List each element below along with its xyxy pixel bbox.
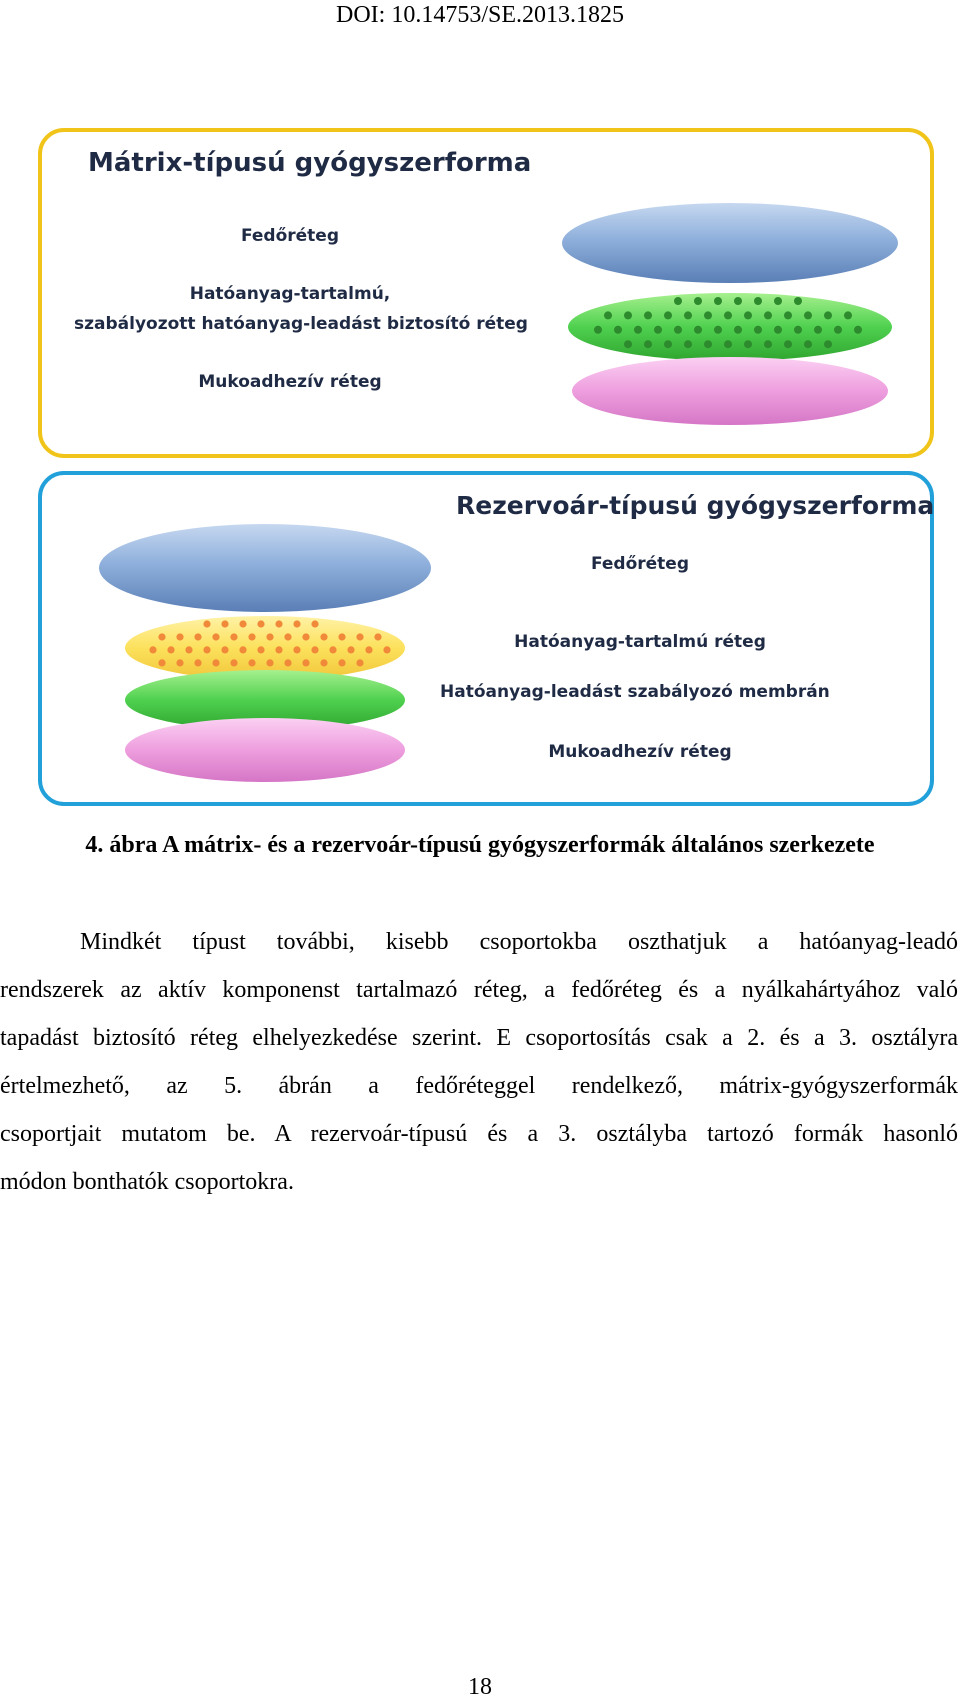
- drug-particle: [774, 326, 782, 334]
- drug-particle: [754, 326, 762, 334]
- drug-particle: [734, 326, 742, 334]
- drug-particle: [644, 340, 652, 348]
- page-number: 18: [468, 1674, 492, 1700]
- drug-particle: [257, 646, 264, 653]
- body-paragraph: [0, 918, 958, 1206]
- doi-header: DOI: 10.14753/SE.2013.1825: [336, 2, 624, 28]
- drug-particle: [383, 646, 390, 653]
- drug-particle: [320, 633, 327, 640]
- drug-particle: [158, 633, 165, 640]
- drug-particle: [804, 311, 812, 319]
- drug-particle: [338, 659, 345, 666]
- drug-particle: [329, 646, 336, 653]
- drug-particle: [714, 326, 722, 334]
- drug-particle: [834, 326, 842, 334]
- reservoir-mucoadhesive-label: Mukoadhezív réteg: [548, 742, 732, 762]
- drug-particle: [302, 633, 309, 640]
- reservoir-cover-layer: [99, 524, 431, 612]
- drug-particle: [844, 311, 852, 319]
- body-line: rendszerek az aktív komponenst tartalmazó réteg, a fedőréteg és a nyálkahártyához való: [0, 977, 958, 1003]
- drug-particle: [239, 620, 246, 627]
- drug-particle: [854, 326, 862, 334]
- drug-particle: [266, 659, 273, 666]
- drug-particle: [275, 620, 282, 627]
- drug-particle: [804, 340, 812, 348]
- matrix-drug-label-line1: Hatóanyag-tartalmú,: [189, 284, 391, 304]
- drug-particle: [674, 297, 682, 305]
- drug-particle: [347, 646, 354, 653]
- drug-particle: [724, 311, 732, 319]
- drug-particle: [604, 311, 612, 319]
- matrix-drug-label-line2: szabályozott hatóanyag-leadást biztosító réteg: [74, 314, 528, 334]
- drug-particle: [794, 297, 802, 305]
- drug-particle: [704, 311, 712, 319]
- drug-particle: [293, 646, 300, 653]
- drug-particle: [644, 311, 652, 319]
- drug-particle: [311, 620, 318, 627]
- body-line: csoportjait mutatom be. A rezervoár-típusú és a 3. osztályba tartozó formák hasonló: [0, 1121, 958, 1147]
- drug-particle: [784, 311, 792, 319]
- reservoir-membrane-label: Hatóanyag-leadást szabályozó membrán: [440, 682, 830, 702]
- drug-particle: [684, 311, 692, 319]
- drug-particle: [374, 633, 381, 640]
- drug-particle: [221, 646, 228, 653]
- drug-particle: [302, 659, 309, 666]
- matrix-layer-stack: [550, 195, 910, 435]
- reservoir-mucoadhesive-layer: [125, 718, 405, 782]
- drug-particle: [814, 326, 822, 334]
- drug-particle: [230, 633, 237, 640]
- drug-particle: [824, 311, 832, 319]
- drug-particle: [624, 311, 632, 319]
- drug-particle: [684, 340, 692, 348]
- drug-particle: [744, 311, 752, 319]
- body-line: módon bonthatók csoportokra.: [0, 1169, 294, 1195]
- body-line: Mindkét típust további, kisebb csoportokba oszthatjuk a hatóanyag-leadó: [80, 929, 958, 955]
- drug-particle: [754, 297, 762, 305]
- drug-particle: [176, 659, 183, 666]
- drug-particle: [714, 297, 722, 305]
- drug-particle: [320, 659, 327, 666]
- drug-particle: [744, 340, 752, 348]
- drug-particle: [284, 659, 291, 666]
- drug-particle: [764, 340, 772, 348]
- drug-particle: [212, 633, 219, 640]
- drug-particle: [356, 659, 363, 666]
- drug-particle: [624, 340, 632, 348]
- drug-particle: [724, 340, 732, 348]
- drug-particle: [248, 659, 255, 666]
- drug-particle: [634, 326, 642, 334]
- drug-particle: [824, 340, 832, 348]
- drug-particle: [257, 620, 264, 627]
- drug-particle: [674, 326, 682, 334]
- reservoir-layer-stack: [90, 520, 440, 790]
- drug-particle: [664, 340, 672, 348]
- drug-particle: [664, 311, 672, 319]
- drug-particle: [167, 646, 174, 653]
- matrix-cover-label: Fedőréteg: [240, 226, 340, 246]
- drug-particle: [176, 633, 183, 640]
- drug-particle: [185, 646, 192, 653]
- figure-caption: 4. ábra A mátrix- és a rezervoár-típusú gyógyszerformák általános szerkezete: [85, 832, 875, 858]
- drug-particle: [356, 633, 363, 640]
- drug-particle: [365, 646, 372, 653]
- matrix-mucoadhesive-label: Mukoadhezív réteg: [198, 372, 382, 392]
- matrix-panel-title: Mátrix-típusú gyógyszerforma: [88, 148, 532, 178]
- matrix-mucoadhesive-layer: [572, 357, 888, 425]
- drug-particle: [212, 659, 219, 666]
- drug-particle: [774, 297, 782, 305]
- reservoir-cover-label: Fedőréteg: [590, 554, 690, 574]
- drug-particle: [149, 646, 156, 653]
- drug-particle: [594, 326, 602, 334]
- matrix-cover-layer: [562, 203, 898, 283]
- drug-particle: [734, 297, 742, 305]
- drug-particle: [764, 311, 772, 319]
- drug-particle: [239, 646, 246, 653]
- drug-particle: [794, 326, 802, 334]
- reservoir-panel-title: Rezervoár-típusú gyógyszerforma: [456, 491, 935, 520]
- drug-particle: [230, 659, 237, 666]
- drug-particle: [158, 659, 165, 666]
- drug-particle: [654, 326, 662, 334]
- drug-particle: [338, 633, 345, 640]
- drug-particle: [203, 646, 210, 653]
- body-line: értelmezhető, az 5. ábrán a fedőréteggel rendelkező, mátrix-gyógyszerformák: [0, 1073, 958, 1099]
- drug-particle: [275, 646, 282, 653]
- drug-particle: [248, 633, 255, 640]
- drug-particle: [694, 326, 702, 334]
- drug-particle: [311, 646, 318, 653]
- body-line: tapadást biztosító réteg elhelyezkedése szerint. E csoportosítás csak a 2. és a 3. osztályra: [0, 1025, 958, 1051]
- drug-particle: [203, 620, 210, 627]
- reservoir-drug-label: Hatóanyag-tartalmú réteg: [514, 632, 766, 652]
- drug-particle: [293, 620, 300, 627]
- drug-particle: [704, 340, 712, 348]
- drug-particle: [784, 340, 792, 348]
- drug-particle: [694, 297, 702, 305]
- drug-particle: [194, 659, 201, 666]
- drug-particle: [284, 633, 291, 640]
- drug-particle: [194, 633, 201, 640]
- drug-particle: [221, 620, 228, 627]
- drug-particle: [614, 326, 622, 334]
- drug-particle: [266, 633, 273, 640]
